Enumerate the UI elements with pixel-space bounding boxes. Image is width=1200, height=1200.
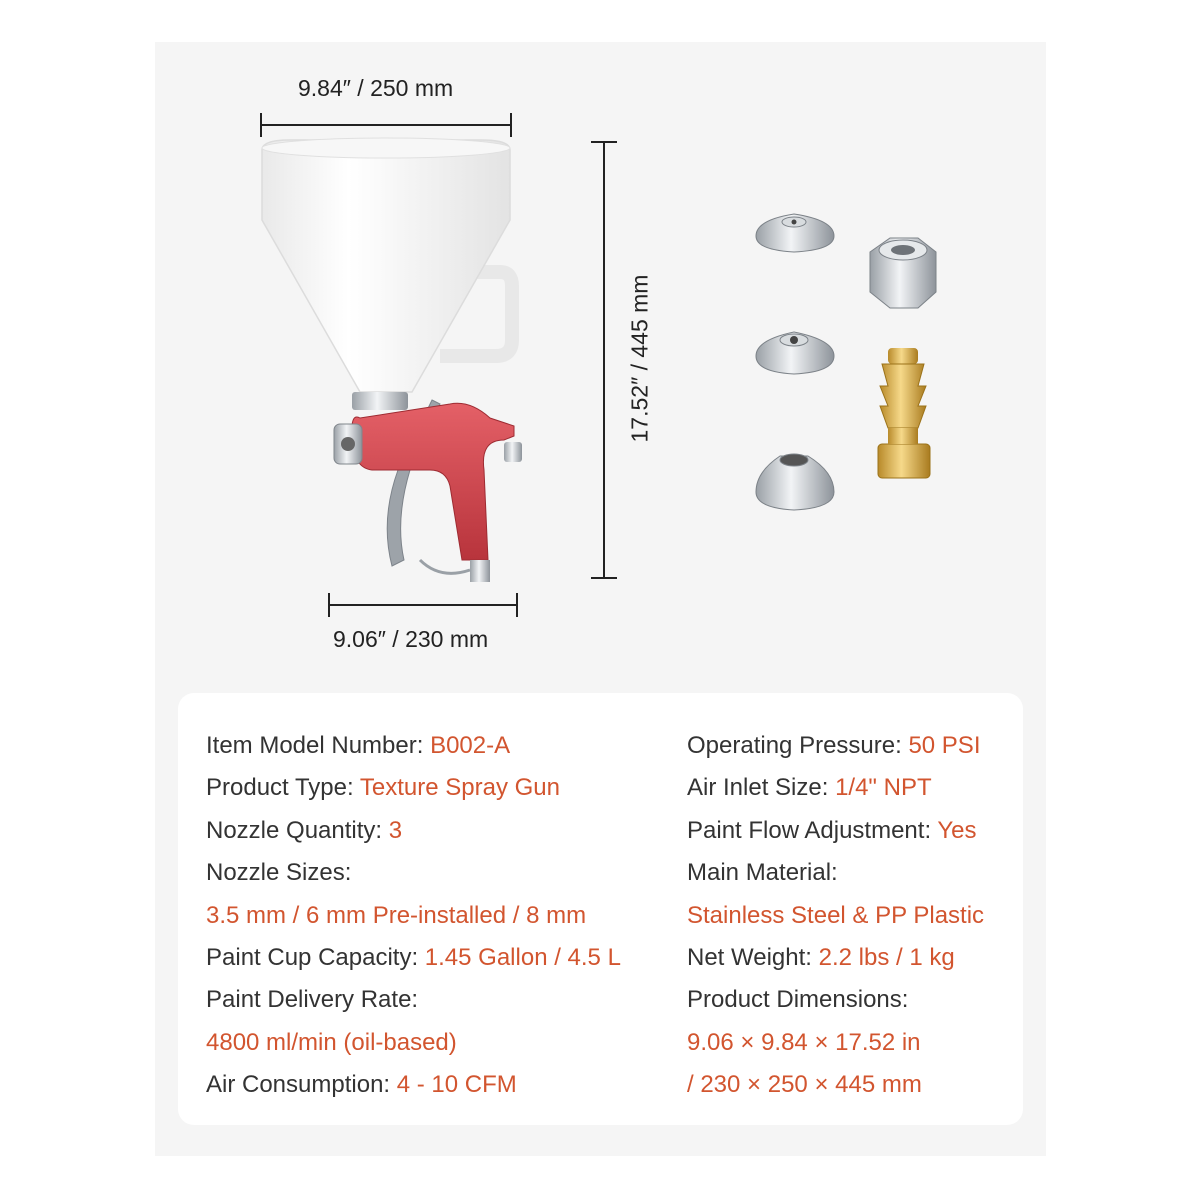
specs-left-column	[206, 725, 656, 1107]
top-width-label: 9.84″ / 250 mm	[298, 75, 454, 101]
spec-paint-delivery-rate-value: 4800 ml/min (oil-based)	[206, 1028, 457, 1056]
spec-air-consumption: Air Consumption: 4 - 10 CFM	[206, 1071, 517, 1099]
spec-operating-pressure: Operating Pressure: 50 PSI	[687, 732, 981, 759]
specs-right-column	[687, 725, 1017, 1107]
spec-item-model-number: Item Model Number: B002-A	[206, 732, 511, 759]
spec-paint-cup-capacity: Paint Cup Capacity: 1.45 Gallon / 4.5 L	[206, 943, 621, 971]
spec-main-material-label: Main Material:	[687, 859, 838, 887]
specifications-card	[178, 693, 1023, 1125]
height-label: 17.52″ / 445 mm	[626, 274, 653, 443]
spec-main-material-value: Stainless Steel & PP Plastic	[687, 901, 985, 929]
nut-icon	[870, 238, 936, 308]
spec-air-inlet-size: Air Inlet Size: 1/4" NPT	[687, 774, 932, 802]
nozzle-icon	[756, 332, 834, 374]
spec-nozzle-sizes-label: Nozzle Sizes:	[206, 859, 352, 887]
spec-paint-flow-adjustment: Paint Flow Adjustment: Yes	[687, 816, 977, 844]
nozzle-icon	[756, 214, 834, 252]
spec-product-dimensions-label: Product Dimensions:	[687, 986, 909, 1014]
spec-paint-delivery-rate-label: Paint Delivery Rate:	[206, 986, 419, 1014]
spray-gun-illustration	[262, 138, 522, 582]
spec-product-type: Product Type: Texture Spray Gun	[206, 774, 560, 802]
nozzle-icon	[756, 454, 834, 510]
spec-net-weight: Net Weight: 2.2 lbs / 1 kg	[687, 943, 955, 971]
spec-product-dimensions-in: 9.06 × 9.84 × 17.52 in	[687, 1028, 921, 1056]
spec-nozzle-quantity: Nozzle Quantity: 3	[206, 816, 403, 844]
brass-fitting-icon	[878, 348, 930, 478]
spec-nozzle-sizes-value: 3.5 mm / 6 mm Pre-installed / 8 mm	[206, 901, 587, 929]
bottom-width-label: 9.06″ / 230 mm	[333, 626, 489, 652]
spec-product-dimensions-mm: / 230 × 250 × 445 mm	[687, 1071, 922, 1099]
